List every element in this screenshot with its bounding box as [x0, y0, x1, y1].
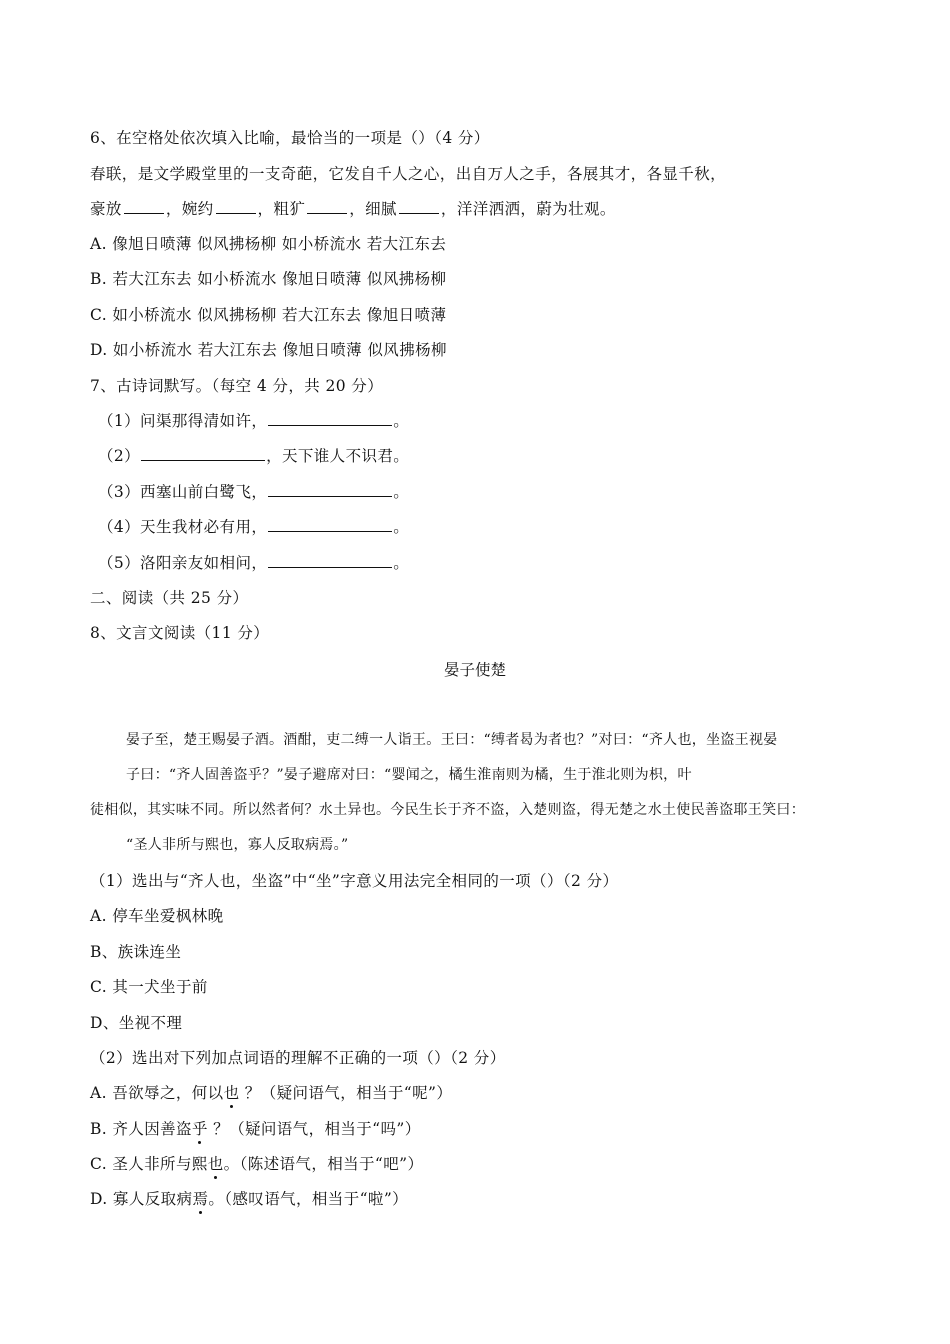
q6-blank-3[interactable]: [307, 199, 347, 214]
q7-item-3-end: 。: [393, 483, 410, 501]
q6-option-b[interactable]: B. 若大江东去 如小桥流水 像旭日喷薄 似风拂杨柳: [90, 270, 447, 288]
q8-2-d-post: 。（感叹语气，相当于“啦”）: [208, 1190, 409, 1208]
q8-2-a-post: ？（疑问语气，相当于“呢”）: [239, 1084, 453, 1102]
q8-2-b-post: ？（疑问语气，相当于“吗”）: [207, 1120, 421, 1138]
q7-blank-4[interactable]: [268, 517, 392, 532]
q6-blank-2[interactable]: [216, 199, 256, 214]
q6-seg1: 豪放: [90, 200, 122, 218]
q6-stem: 6、在空格处依次填入比喻，最恰当的一项是（）（4 分）: [90, 129, 490, 147]
q8-2-stem: （2）选出对下列加点词语的理解不正确的一项（）（2 分）: [90, 1049, 506, 1067]
q8-2-b-dotted-word: 乎: [191, 1120, 208, 1138]
q6-option-a[interactable]: A. 像旭日喷薄 似风拂杨柳 如小桥流水 若大江东去: [90, 235, 447, 253]
q7-item-2-text: （2）: [98, 447, 141, 465]
q8-1-option-b[interactable]: B、族诛连坐: [90, 943, 182, 961]
q8-2-d-dotted-word: 焉: [192, 1190, 209, 1208]
q7-item-2: [98, 446, 409, 466]
q6-seg2: ，婉约: [165, 200, 214, 218]
q6-option-c[interactable]: C. 如小桥流水 似风拂杨柳 若大江东去 像旭日喷薄: [90, 306, 447, 324]
q8-2-a-dotted-word: 也: [223, 1084, 240, 1102]
q7-item-5-end: 。: [393, 554, 410, 572]
q8-1-option-d[interactable]: D、坐视不理: [90, 1014, 183, 1032]
q7-item-4-end: 。: [393, 518, 410, 536]
q8-2-c-dotted-word: 也: [207, 1155, 224, 1173]
q7-item-1: [98, 411, 409, 431]
q6-seg3: ，粗犷: [257, 200, 306, 218]
q8-1-option-c[interactable]: C. 其一犬坐于前: [90, 978, 208, 996]
q6-option-d[interactable]: D. 如小桥流水 若大江东去 像旭日喷薄 似风拂杨柳: [90, 341, 447, 359]
q7-item-4-text: （4）天生我材必有用，: [98, 518, 268, 536]
q6-seg4: ，细腻: [349, 200, 397, 218]
passage-line-4: “圣人非所与熙也，寡人反取病焉。”: [126, 837, 349, 853]
q6-blank-4[interactable]: [399, 199, 439, 214]
passage-title: 晏子使楚: [443, 661, 506, 679]
q6-passage-line1: 春联，是文学殿堂里的一支奇葩，它发自千人之心，出自万人之手，各展其才，各显千秋，: [90, 165, 727, 183]
q8-2-option-c[interactable]: [90, 1154, 423, 1174]
q7-item-5: [98, 553, 409, 573]
passage-line-1: 晏子至，楚王赐晏子酒。酒酣，吏二缚一人诣王。王曰：“缚者曷为者也？”对曰：“齐人也，坐盗王视晏: [126, 732, 778, 748]
q7-item-3-text: （3）西塞山前白鹭飞，: [98, 483, 268, 501]
q8-2-option-b[interactable]: [90, 1119, 421, 1139]
q7-item-4: [98, 517, 409, 537]
q7-item-5-text: （5）洛阳亲友如相问，: [98, 554, 268, 572]
section-2-heading: 二、阅读（共 25 分）: [90, 589, 249, 607]
q7-blank-5[interactable]: [268, 553, 392, 568]
q7-blank-3[interactable]: [268, 482, 392, 497]
q6-passage-line2: [90, 199, 616, 219]
passage-line-3: 徒相似，其实味不同。所以然者何？水土异也。今民生长于齐不盗，入楚则盗，得无楚之水土使民善盗耶王笑曰：: [90, 802, 805, 818]
passage-line-2: 子曰：“齐人固善盗乎？”晏子避席对曰：“婴闻之，橘生淮南则为橘，生于淮北则为枳，叶: [126, 767, 692, 783]
q8-2-c-post: 。（陈述语气，相当于“吧”）: [223, 1155, 424, 1173]
q7-item-2-tail: ，天下谁人不识君。: [266, 447, 410, 465]
q8-2-d-pre: D. 寡人反取病: [90, 1190, 193, 1208]
q8-1-option-a[interactable]: A. 停车坐爱枫林晚: [90, 907, 224, 925]
q8-1-stem: （1）选出与“齐人也，坐盗”中“坐”字意义用法完全相同的一项（）（2 分）: [90, 872, 619, 890]
q8-2-c-pre: C. 圣人非所与熙: [90, 1155, 208, 1173]
q8-2-a-pre: A. 吾欲辱之，何以: [90, 1084, 224, 1102]
q7-stem: 7、古诗词默写。（每空 4 分，共 20 分）: [90, 377, 384, 395]
q8-2-b-pre: B. 齐人因善盗: [90, 1120, 192, 1138]
q8-2-option-a[interactable]: [90, 1083, 452, 1103]
q6-blank-1[interactable]: [124, 199, 164, 214]
q7-item-3: [98, 482, 409, 502]
q7-item-1-text: （1）问渠那得清如许，: [98, 412, 268, 430]
q7-blank-1[interactable]: [268, 411, 392, 426]
q8-2-option-d[interactable]: [90, 1189, 408, 1209]
q8-stem: 8、文言文阅读（11 分）: [90, 624, 270, 642]
q7-blank-2[interactable]: [141, 446, 265, 461]
q6-seg5: ，洋洋洒洒，蔚为壮观。: [440, 200, 616, 218]
q7-item-1-end: 。: [393, 412, 410, 430]
